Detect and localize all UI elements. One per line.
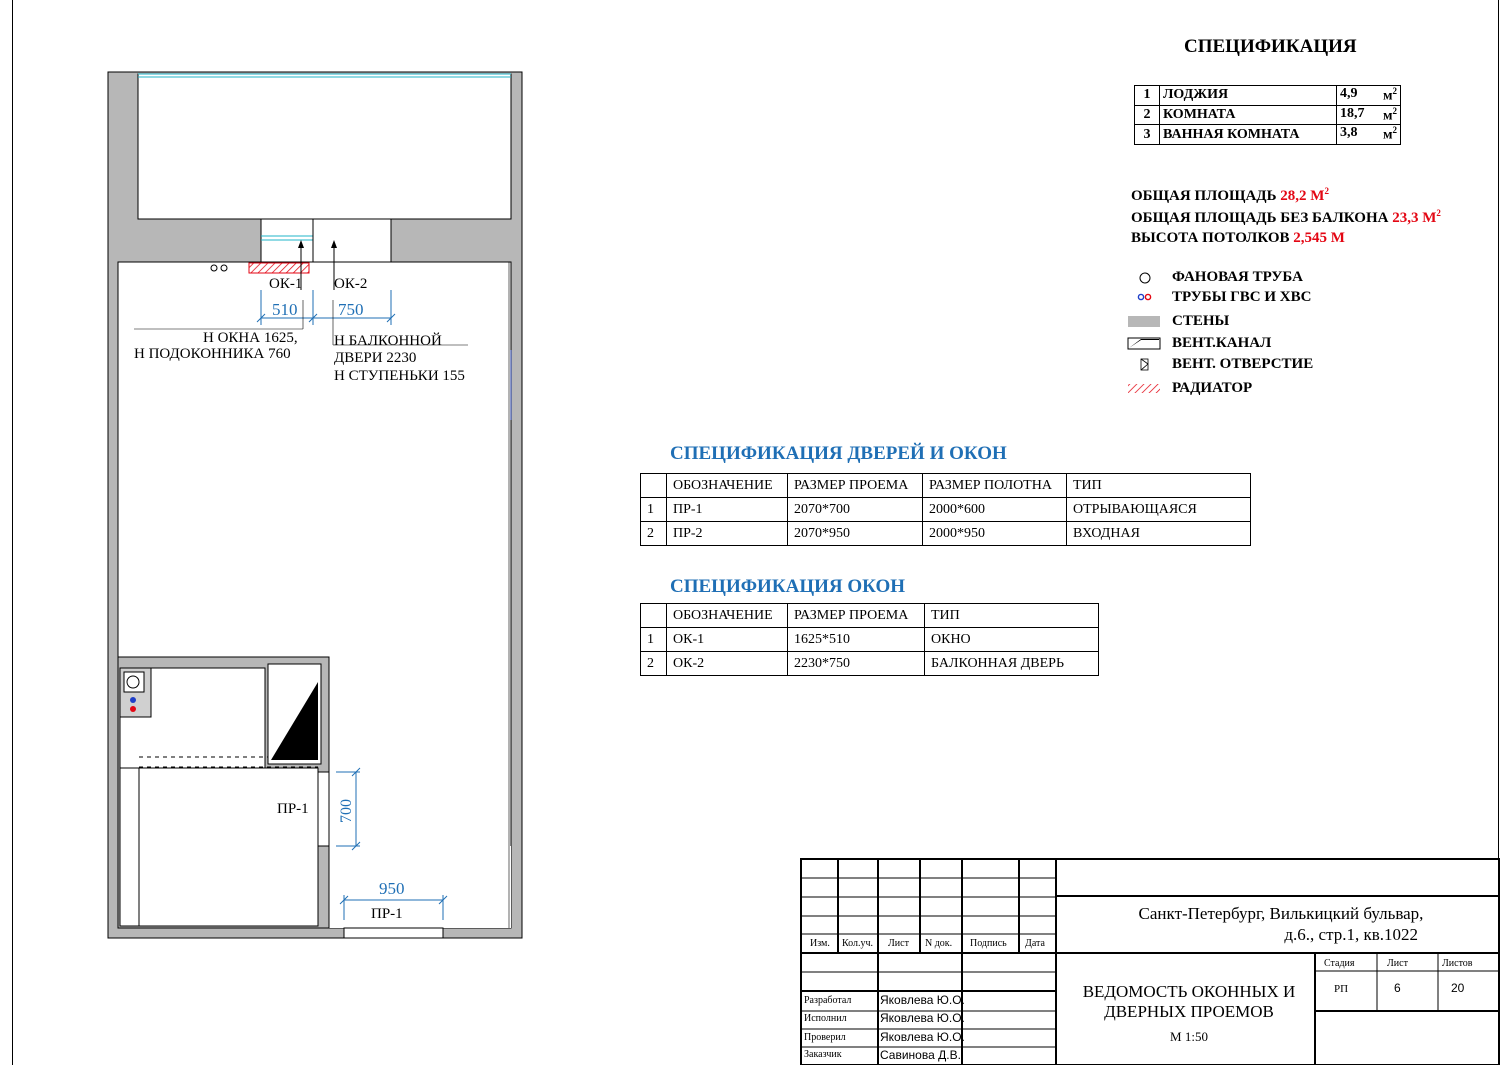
doors-table <box>640 473 1251 546</box>
radiator-icon <box>1128 384 1160 393</box>
tb-doc-title-line1: ВЕДОМОСТЬ ОКОННЫХ И <box>1082 982 1296 1001</box>
tb-sheets-label: Листов <box>1442 958 1473 969</box>
spec-area: 4,9 <box>1340 86 1358 101</box>
window-note-line2: Н ПОДОКОННИКА 760 <box>134 346 291 362</box>
ceiling-height: ВЫСОТА ПОТОЛКОВ 2,545 М <box>1131 230 1345 246</box>
doors-header-cell: РАЗМЕР ПОЛОТНА <box>923 474 1067 498</box>
tb-sheet-label: Лист <box>1387 958 1408 969</box>
tb-col-koluch: Кол.уч. <box>842 938 874 949</box>
table-cell: ОК-2 <box>667 652 788 676</box>
spec-name: ВАННАЯ КОМНАТА <box>1160 125 1337 145</box>
spec-row <box>1135 125 1401 145</box>
spec-area: 18,7 <box>1340 105 1365 121</box>
tb-sheets-value: 20 <box>1451 981 1465 995</box>
table-cell: 2000*950 <box>923 522 1067 546</box>
ok2-label: ОК-2 <box>334 276 368 292</box>
total-area: ОБЩАЯ ПЛОЩАДЬ 28,2 $М^2$ <box>1131 186 1329 204</box>
doors-header-cell: ОБОЗНАЧЕНИЕ <box>667 474 788 498</box>
spec-num: 1 <box>1135 86 1160 106</box>
spec-area-cell <box>1337 125 1401 145</box>
bathroom-lower <box>139 768 318 926</box>
doors-header-cell: РАЗМЕР ПРОЕМА <box>788 474 923 498</box>
legend-vent-hole: ВЕНТ. ОТВЕРСТИЕ <box>1172 356 1314 372</box>
tb-col-signature: Подпись <box>970 938 1007 949</box>
table-cell: 1 <box>641 628 667 652</box>
table-cell: 1 <box>641 498 667 522</box>
legend-radiator: РАДИАТОР <box>1172 380 1253 396</box>
windows-table <box>640 603 1099 676</box>
tb-doc-title-line2: ДВЕРНЫХ ПРОЕМОВ <box>1104 1002 1274 1021</box>
fan-pipe-symbol <box>127 676 139 688</box>
table-row <box>641 628 1099 652</box>
tb-role-checked: Проверил <box>804 1032 846 1043</box>
wall-icon <box>1128 316 1160 327</box>
tb-stage-value: РП <box>1334 983 1349 995</box>
windows-header-cell: ТИП <box>925 604 1099 628</box>
door-note-line1: Н БАЛКОННОЙ <box>334 333 442 349</box>
spec-table <box>1134 85 1401 145</box>
windows-table-header <box>641 604 1099 628</box>
doors-header-cell: ТИП <box>1067 474 1251 498</box>
spec-row <box>1135 105 1401 125</box>
tb-scale: М 1:50 <box>1170 1029 1208 1044</box>
spec-name: ЛОДЖИЯ <box>1160 86 1337 106</box>
total-area-no-balcony: ОБЩАЯ ПЛОЩАДЬ БЕЗ БАЛКОНА 23,3 $М^2$ <box>1131 208 1441 226</box>
ok1-label: ОК-1 <box>269 276 303 292</box>
loggia-room <box>138 74 511 219</box>
table-cell: ОК-1 <box>667 628 788 652</box>
spec-title: СПЕЦИФИКАЦИЯ <box>1184 36 1357 57</box>
doors-table-title: СПЕЦИФИКАЦИЯ ДВЕРЕЙ И ОКОН <box>670 443 1007 464</box>
spec-area: 3,8 <box>1340 125 1358 141</box>
tb-name-customer: Савинова Д.В. <box>880 1048 961 1062</box>
dim-750: 750 <box>338 300 364 319</box>
table-cell: БАЛКОННАЯ ДВЕРЬ <box>925 652 1099 676</box>
hot-pipe-icon <box>1138 294 1143 299</box>
tb-role-developed: Разработал <box>804 995 852 1006</box>
door-ok2-opening <box>313 219 391 262</box>
pr1-left-label: ПР-1 <box>277 801 309 817</box>
table-cell: 2070*950 <box>788 522 923 546</box>
table-cell: ВХОДНАЯ <box>1067 522 1251 546</box>
legend-pipes: ТРУБЫ ГВС И ХВС <box>1172 289 1312 305</box>
doors-table-header <box>641 474 1251 498</box>
spec-unit: $м^2$ <box>1382 105 1397 124</box>
fan-pipe-icon <box>1140 273 1150 283</box>
doors-header-cell <box>641 474 667 498</box>
table-cell: ПР-2 <box>667 522 788 546</box>
spec-area-cell <box>1337 86 1401 106</box>
tb-name-checked: Яковлева Ю.О. <box>880 1030 965 1044</box>
legend-fan-pipe: ФАНОВАЯ ТРУБА <box>1172 269 1303 285</box>
tb-address-line1: Санкт-Петербург, Вилькицкий бульвар, <box>1138 904 1424 923</box>
spec-row <box>1135 86 1401 106</box>
table-cell: ОКНО <box>925 628 1099 652</box>
table-cell: 2000*600 <box>923 498 1067 522</box>
table-cell: 1625*510 <box>788 628 925 652</box>
tb-col-ndoc: N док. <box>925 938 953 949</box>
table-cell: ОТРЫВАЮЩАЯСЯ <box>1067 498 1251 522</box>
tb-name-developed: Яковлева Ю.О. <box>880 993 965 1007</box>
tb-col-list: Лист <box>888 938 909 949</box>
tb-role-customer: Заказчик <box>804 1049 842 1060</box>
legend-walls: СТЕНЫ <box>1172 313 1230 329</box>
door-note-line3: Н СТУПЕНЬКИ 155 <box>334 368 465 384</box>
spec-num: 3 <box>1135 125 1160 145</box>
dim-950: 950 <box>379 879 405 898</box>
legend-vent-channel: ВЕНТ.КАНАЛ <box>1172 335 1272 351</box>
tb-stage-label: Стадия <box>1324 958 1355 969</box>
tb-col-izm: Изм. <box>810 938 830 949</box>
table-cell: 2230*750 <box>788 652 925 676</box>
window-note-line1: Н ОКНА 1625, <box>203 330 298 346</box>
windows-header-cell: ОБОЗНАЧЕНИЕ <box>667 604 788 628</box>
table-cell: ПР-1 <box>667 498 788 522</box>
door-note-line2: ДВЕРИ 2230 <box>334 350 417 366</box>
spec-name: КОМНАТА <box>1160 105 1337 125</box>
spec-unit: $м^2$ <box>1382 125 1397 143</box>
tb-name-executed: Яковлева Ю.О. <box>880 1011 965 1025</box>
table-cell: 2 <box>641 652 667 676</box>
cold-pipe-icon <box>1145 294 1150 299</box>
pr1-bottom-label: ПР-1 <box>371 906 403 922</box>
windows-header-cell: РАЗМЕР ПРОЕМА <box>788 604 925 628</box>
table-cell: 2 <box>641 522 667 546</box>
spec-num: 2 <box>1135 105 1160 125</box>
table-row <box>641 498 1251 522</box>
spec-area-cell <box>1337 105 1401 125</box>
floor-plan <box>0 0 640 960</box>
table-row <box>641 652 1099 676</box>
legend-symbols <box>1125 268 1165 398</box>
radiator <box>249 263 309 273</box>
tb-address-line2: д.6., стр.1, кв.1022 <box>1284 925 1418 944</box>
spec-unit: $м^2$ <box>1382 86 1397 104</box>
dim-510: 510 <box>272 300 298 319</box>
tb-col-date: Дата <box>1025 938 1045 949</box>
windows-table-title: СПЕЦИФИКАЦИЯ ОКОН <box>670 576 905 597</box>
windows-header-cell <box>641 604 667 628</box>
tb-role-executed: Исполнил <box>804 1013 847 1024</box>
table-row <box>641 522 1251 546</box>
dim-700: 700 <box>338 799 355 823</box>
tb-sheet-value: 6 <box>1394 981 1401 995</box>
table-cell: 2070*700 <box>788 498 923 522</box>
